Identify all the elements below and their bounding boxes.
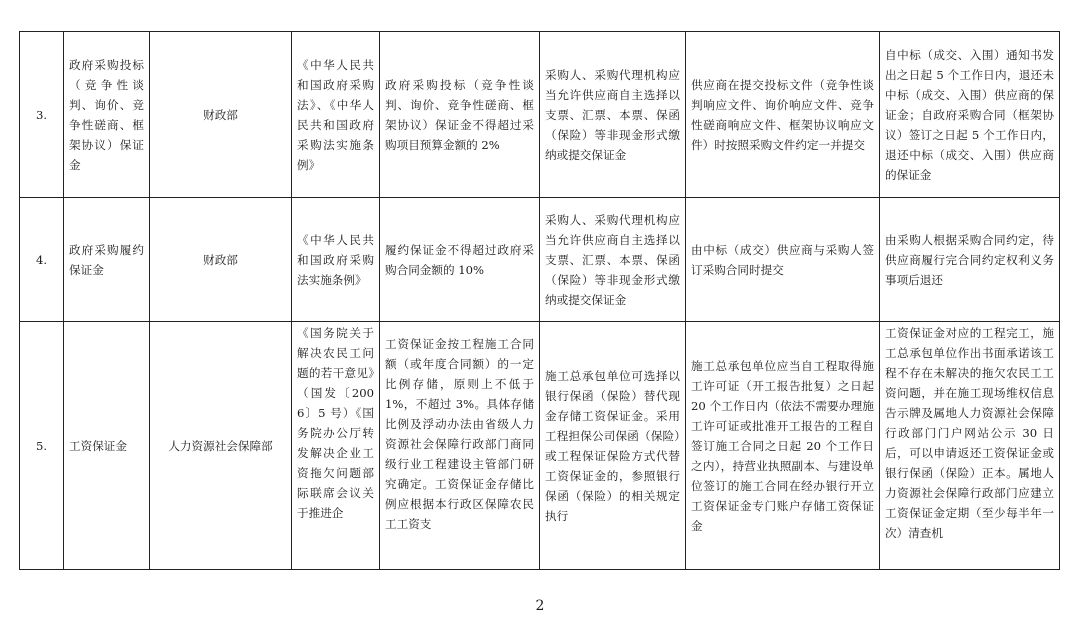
table-row xyxy=(20,198,1060,322)
payment-method: 施工总承包单位可选择以银行保函（保险）替代现金存储工资保证金。采用工程担保公司保函（保险）或工程保证保险方式代替工资保证金的，参照银行保函（保险）的相关规定执行 xyxy=(540,322,686,570)
row-number: 3. xyxy=(20,32,64,198)
deposit-name: 政府采购投标（竞争性谈判、询价、竞争性磋商、框架协议）保证金 xyxy=(64,32,150,198)
page-number: 2 xyxy=(535,598,545,614)
deposit-name: 政府采购履约保证金 xyxy=(64,198,150,322)
refund-rule-text: 工资保证金对应的工程完工，施工总承包单位作出书面承诺该工程不存在未解决的拖欠农民工工资问题，并在施工现场维权信息告示牌及属地人力资源社会保障行政部门门户网站公示 30 日后，可以申请返还工资保证金或银行保函（保险）正本。属地人力资源社会保障行政部门应建立工资保证金定期（至少每半年一次）清查机 xyxy=(885,325,1054,540)
payment-timing: 供应商在提交投标文件（竞争性谈判响应文件、询价响应文件、竞争性磋商响应文件、框架协议响应文件）时按照采购文件约定一并提交 xyxy=(686,32,880,198)
deposit-name: 工资保证金 xyxy=(64,322,150,570)
legal-basis: 《中华人民共和国政府采购法实施条例》 xyxy=(292,198,380,322)
row-number: 4. xyxy=(20,198,64,322)
table-row xyxy=(20,32,1060,198)
department: 人力资源社会保障部 xyxy=(150,322,292,570)
deposit-standard-text: 工资保证金按工程施工合同额（或年度合同额）的一定比例存储，原则上不低于 1%，不超过 3%。具体存储比例及浮动办法由省级人力资源社会保障行政部门商同级行业工程建设主管部门研究确定。工资保证金存储比例应根据本行政区保障农民工工资支 xyxy=(385,336,534,531)
refund-rule: 由采购人根据采购合同约定，待供应商履行完合同约定权利义务事项后退还 xyxy=(880,198,1060,322)
department: 财政部 xyxy=(150,198,292,322)
legal-basis xyxy=(292,322,380,570)
refund-rule xyxy=(880,322,1060,570)
payment-method: 采购人、采购代理机构应当允许供应商自主选择以支票、汇票、本票、保函（保险）等非现金形式缴纳或提交保证金 xyxy=(540,32,686,198)
deposit-standard: 政府采购投标（竞争性谈判、询价、竞争性磋商、框架协议）保证金不得超过采购项目预算金额的 2% xyxy=(380,32,540,198)
row-number: 5. xyxy=(20,322,64,570)
table-row xyxy=(20,322,1060,570)
department: 财政部 xyxy=(150,32,292,198)
legal-basis: 《中华人民共和国政府采购法》、《中华人民共和国政府采购法实施条例》 xyxy=(292,32,380,198)
payment-timing: 由中标（成交）供应商与采购人签订采购合同时提交 xyxy=(686,198,880,322)
deposit-standard: 履约保证金不得超过政府采购合同金额的 10% xyxy=(380,198,540,322)
payment-method: 采购人、采购代理机构应当允许供应商自主选择以支票、汇票、本票、保函（保险）等非现金形式缴纳或提交保证金 xyxy=(540,198,686,322)
legal-basis-text: 《国务院关于解决农民工问题的若干意见》（国发〔2006〕5 号）《国务院办公厅转发解决企业工资拖欠问题部际联席会议关于推进企 xyxy=(297,325,374,520)
payment-timing: 施工总承包单位应当自工程取得施工许可证（开工报告批复）之日起 20 个工作日内（依法不需要办理施工许可证或批准开工报告的工程自签订施工合同之日起 20 个工作日之内），持营业执照副本、与建设单位签订的施工合同在经办银行开立工资保证金专门账户存储工资保证金 xyxy=(686,322,880,570)
deposit-standard xyxy=(380,322,540,570)
refund-rule: 自中标（成交、入围）通知书发出之日起 5 个工作日内，退还未中标（成交、入围）供应商的保证金；自政府采购合同（框架协议）签订之日起 5 个工作日内，退还中标（成交、入围）供应商的保证金 xyxy=(880,32,1060,198)
deposit-table xyxy=(19,31,1060,570)
